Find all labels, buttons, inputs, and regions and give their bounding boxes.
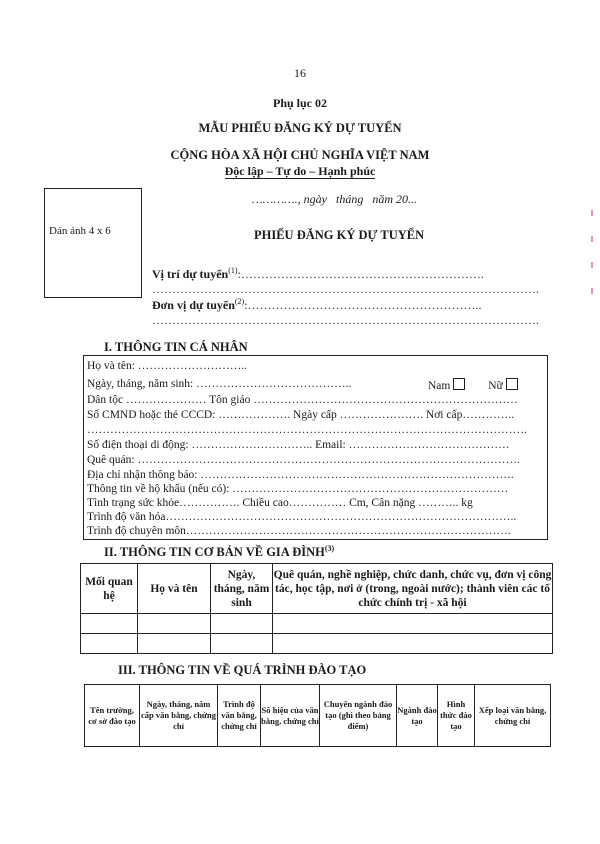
male-checkbox[interactable] <box>453 378 465 390</box>
female-checkbox[interactable] <box>506 378 518 390</box>
ethnicity-religion-field[interactable]: Dân tộc ………………… Tôn giáo …………………………………………………………… <box>87 394 518 406</box>
position-field-line2[interactable]: ……………………………………………………………………………………. <box>152 282 539 296</box>
unit-field[interactable] <box>152 297 482 313</box>
form-template-title: MẪU PHIẾU ĐĂNG KÝ DỰ TUYỂN <box>198 121 402 135</box>
col-issue-date: Ngày, tháng, năm cấp văn bằng, chứng chỉ <box>140 685 218 747</box>
table-row <box>81 614 553 634</box>
household-field[interactable]: Thông tin về hộ khẩu (nếu có): ……………………………………………………………… <box>87 483 509 495</box>
family-table-header <box>81 564 553 614</box>
position-label: Vị trí dự tuyển <box>152 267 229 281</box>
personal-info-box <box>83 355 548 540</box>
unit-label: Đơn vị dự tuyển <box>152 298 235 312</box>
unit-field-line2[interactable]: ……………………………………………………………………………………. <box>152 313 539 327</box>
gender-options <box>428 378 518 392</box>
full-name-field[interactable]: Họ và tên: ……………………….. <box>87 360 248 372</box>
health-field[interactable]: Tình trạng sức khỏe……………. Chiều cao…………… Cm, Cân nặng ……….. kg <box>87 497 473 509</box>
position-footnote: (1) <box>228 266 238 275</box>
unit-dots: :………………………………………………….. <box>244 298 482 312</box>
position-field[interactable] <box>152 266 484 282</box>
hometown-field[interactable]: Quê quán: ………………………………………………………………………………………. <box>87 454 520 466</box>
id-card-continuation[interactable]: ……………………………………………………………………………………………………. <box>87 424 527 436</box>
table-cell[interactable] <box>273 614 553 634</box>
id-card-field[interactable]: Số CMND hoặc thẻ CCCD: ………………. Ngày cấp …………………. Nơi cấp………….. <box>87 409 515 421</box>
country-name: CỘNG HÒA XÃ HỘI CHỦ NGHĨA VIỆT NAM <box>170 148 430 162</box>
motto: Độc lập – Tự do – Hạnh phúc <box>224 164 376 178</box>
phone-email-field[interactable]: Số điện thoại di động: ………………………….. Email: …………………………………… <box>87 439 510 451</box>
margin-red-marks <box>588 210 596 314</box>
professional-level-field[interactable]: Trình độ chuyên môn…………………………………………………………………………. <box>87 525 511 537</box>
family-table <box>80 563 553 654</box>
col-school: Tên trường, cơ sở đào tạo <box>85 685 140 747</box>
training-table <box>84 684 551 747</box>
table-cell[interactable] <box>81 614 138 634</box>
col-details: Quê quán, nghề nghiệp, chức danh, chức vụ, đơn vị công tác, học tập, nơi ở (trong, ngoài nước); thành viên các tổ chức chính trị - xã hội <box>273 564 553 614</box>
table-cell[interactable] <box>211 614 273 634</box>
unit-footnote: (2) <box>234 297 245 306</box>
notice-address-field[interactable]: Địa chỉ nhận thông báo: ………………………………………………………………………. <box>87 469 514 481</box>
training-table-header <box>85 685 551 747</box>
appendix-label: Phụ lục 02 <box>272 96 327 110</box>
position-dots: :……………………………………………………. <box>237 267 484 281</box>
section1-title: I. THÔNG TIN CÁ NHÂN <box>104 340 248 354</box>
col-training-mode: Hình thức đào tạo <box>438 685 475 747</box>
photo-label: Dán ảnh 4 x 6 <box>49 225 111 237</box>
female-label: Nữ <box>488 380 503 392</box>
col-relationship: Mối quan hệ <box>81 564 138 614</box>
male-label: Nam <box>428 380 451 392</box>
table-cell[interactable] <box>138 634 211 654</box>
table-cell[interactable] <box>81 634 138 654</box>
table-row <box>81 634 553 654</box>
section3-title: III. THÔNG TIN VỀ QUÁ TRÌNH ĐÀO TẠO <box>118 663 367 677</box>
table-cell[interactable] <box>273 634 553 654</box>
col-field: Ngành đào tạo <box>397 685 438 747</box>
date-line: …………., ngày tháng năm 20... <box>252 192 418 206</box>
col-degree-number: Số hiệu của văn bằng, chứng chỉ <box>261 685 320 747</box>
col-major: Chuyên ngành đào tạo (ghi theo bảng điểm) <box>320 685 397 747</box>
section2-title: II. THÔNG TIN CƠ BẢN VỀ GIA ĐÌNH$^{(3)}$ <box>104 544 335 560</box>
photo-placeholder <box>44 188 142 298</box>
col-full-name: Họ và tên <box>138 564 211 614</box>
form-title: PHIẾU ĐĂNG KÝ DỰ TUYỂN <box>254 228 425 242</box>
page-number: 16 <box>294 66 306 80</box>
col-grade: Xếp loại văn bằng, chứng chỉ <box>475 685 551 747</box>
table-cell[interactable] <box>138 614 211 634</box>
table-cell[interactable] <box>211 634 273 654</box>
col-degree-level: Trình độ văn bằng, chứng chỉ <box>218 685 261 747</box>
col-dob: Ngày, tháng, năm sinh <box>211 564 273 614</box>
education-level-field[interactable]: Trình độ văn hóa……………………………………………………………………………….. <box>87 511 517 523</box>
dob-field[interactable]: Ngày, tháng, năm sinh: ………………………………….. <box>87 378 352 390</box>
